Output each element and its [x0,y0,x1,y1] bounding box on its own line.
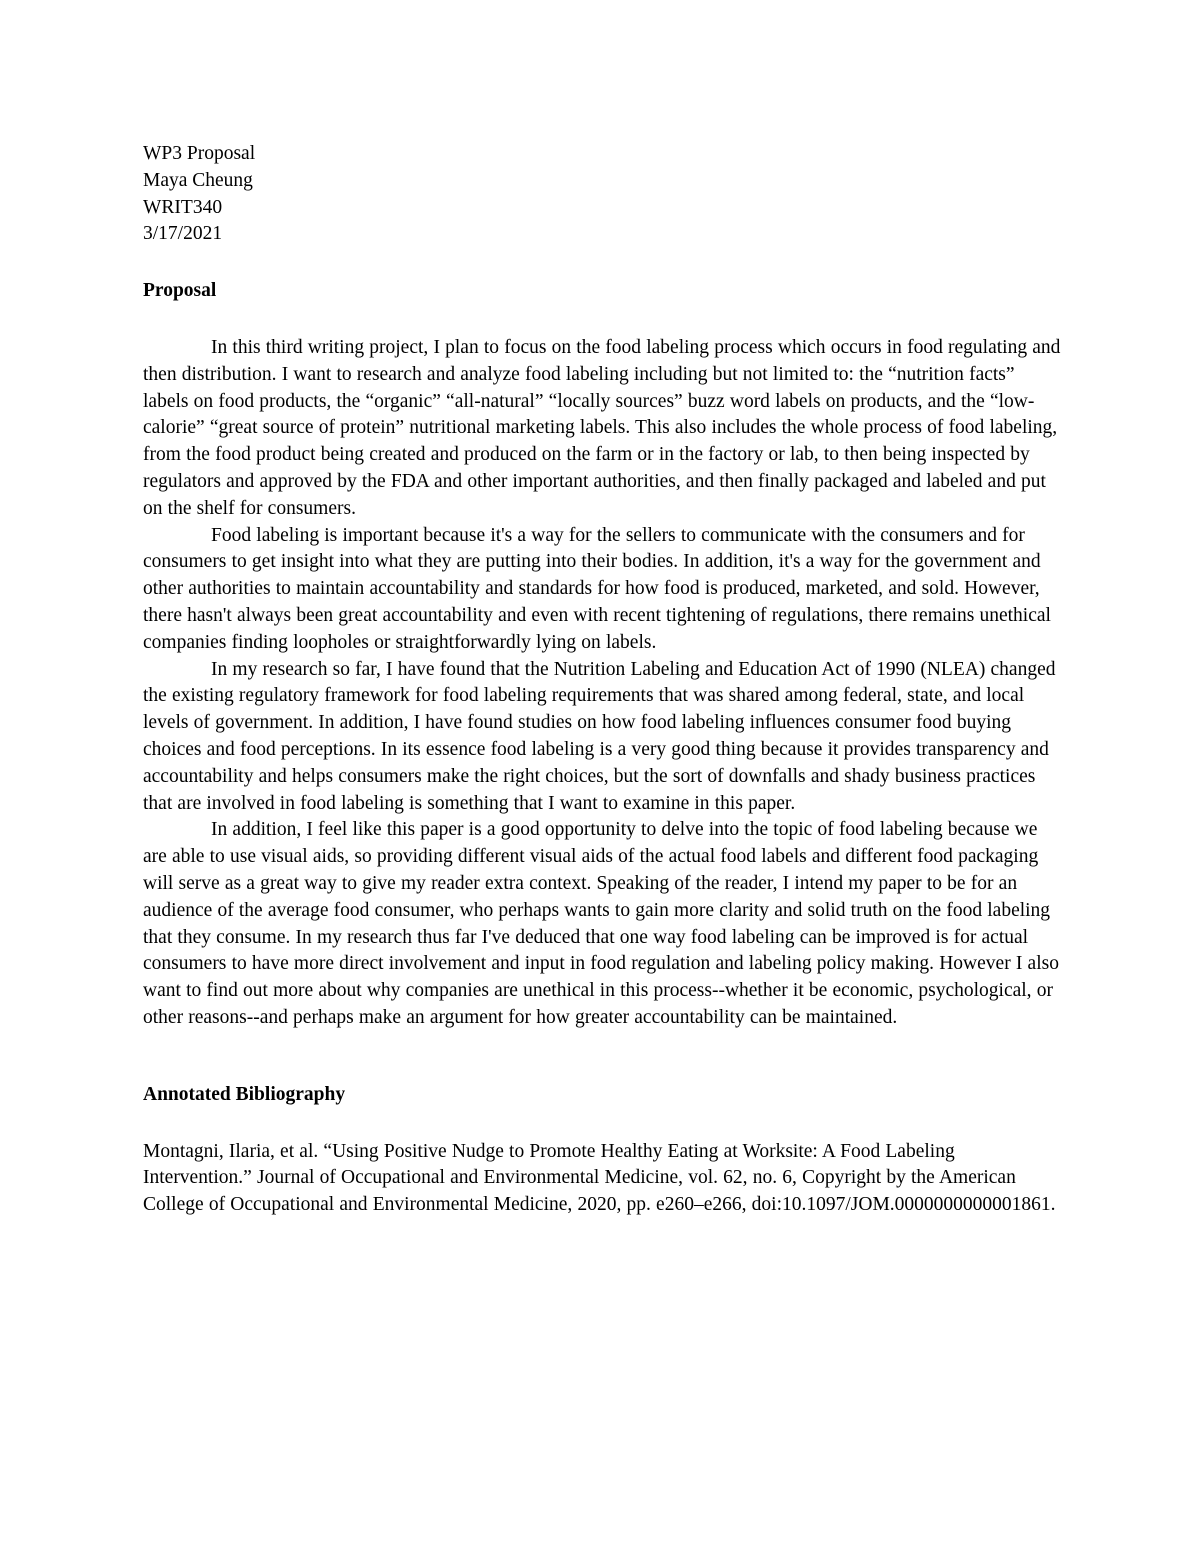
assignment-title: WP3 Proposal [143,143,256,164]
proposal-paragraph-3: In my research so far, I have found that the Nutrition Labeling and Education Act of 1990 (NLEA) changed the existing regulatory framework for food labeling requirements that was shared among federal, state, and local levels of government. In addition, I have found studies on how food labeling influences consumer food buying choices and food perceptions. In its essence food labeling is a very good thing because it provides transparency and accountability and helps consumers make the right choices, but the sort of downfalls and shady business practices that are involved in food labeling is something that I want to examine in this paper. [143,658,1056,814]
proposal-section [143,335,1063,1032]
document-date: 3/17/2021 [143,223,223,245]
document-header [143,141,1063,248]
proposal-paragraph-1: In this third writing project, I plan to focus on the food labeling process which occurs in food regulating and then distribution. I want to research and analyze food labeling including but not limited to: the “nutrition facts” labels on food products, the “organic” “all-natural” “locally sources” buzz word labels on products, and the “low-calorie” “great source of protein” nutritional marketing labels. This also includes the whole process of food labeling, from the food product being created and produced on the farm or in the factory or lab, to then being inspected by regulators and approved by the FDA and other important authorities, and then finally packaged and labeled and put on the shelf for consumers. [143,336,1061,519]
proposal-heading: Proposal [143,280,217,302]
bibliography-section [143,1139,1063,1219]
course-code: WRIT340 [143,196,223,218]
bibliography-heading: Annotated Bibliography [143,1083,346,1105]
author-name: Maya Cheung [143,169,253,191]
bibliography-entry-1: Montagni, Ilaria, et al. “Using Positive Nudge to Promote Healthy Eating at Worksite: A Food Labeling Intervention.” Journal of Occupational and Environmental Medicine, vol. 62, no. 6, Copyright by the American College of Occupational and Environmental Medicine, 2020, pp. e260–e266, doi:10.1097/JOM.0000000000001861. [143,1140,1056,1216]
proposal-paragraph-2: Food labeling is important because it's a way for the sellers to communicate with the consumers and for consumers to get insight into what they are putting into their bodies. In addition, it's a way for the government and other authorities to maintain accountability and standards for how food is produced, marketed, and sold. However, there hasn't always been great accountability and even with recent tightening of regulations, there remains unethical companies finding loopholes or straightforwardly lying on labels. [143,524,1051,653]
proposal-paragraph-4: In addition, I feel like this paper is a good opportunity to delve into the topic of food labeling because we are able to use visual aids, so providing different visual aids of the actual food labels and different food packaging will serve as a great way to give my reader extra context. Speaking of the reader, I intend my paper to be for an audience of the average food consumer, who perhaps wants to gain more clarity and solid truth on the food labeling that they consume. In my research thus far I've deduced that one way food labeling can be improved is for actual consumers to have more direct involvement and input in food regulation and labeling policy making. However I also want to find out more about why companies are unethical in this process--whether it be economic, psychological, or other reasons--and perhaps make an argument for how greater accountability can be maintained. [143,819,1059,1028]
document-body [143,141,1063,1219]
